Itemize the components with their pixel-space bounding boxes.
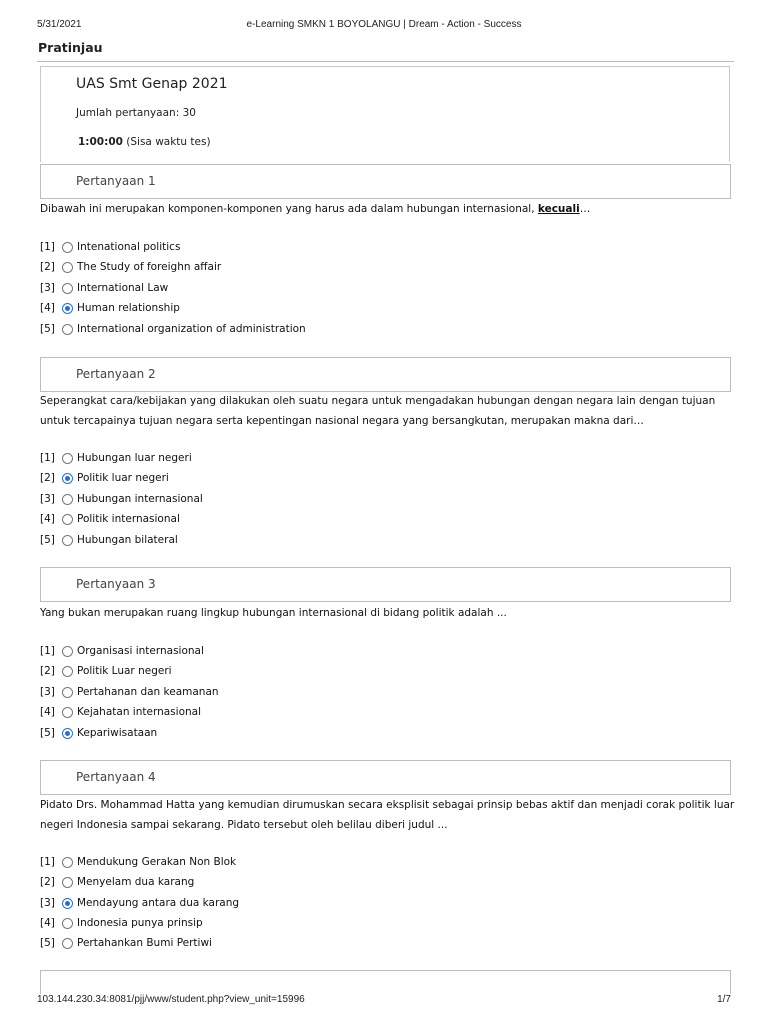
option-number: [1] — [40, 856, 55, 868]
option-number: [4] — [40, 302, 55, 314]
option-label: Pertahanan dan keamanan — [77, 686, 219, 698]
option-label: Indonesia punya prinsip — [77, 917, 203, 929]
question-1-emphasis: kecuali — [537, 203, 580, 215]
question-4-option-1[interactable] — [40, 852, 236, 872]
question-2-option-1[interactable] — [40, 448, 192, 468]
question-3-text: Yang bukan merupakan ruang lingkup hubungan internasional di bidang politik adalah ... — [40, 607, 507, 619]
option-number: [3] — [40, 493, 55, 505]
print-date: 5/31/2021 — [37, 19, 82, 30]
option-label: International organization of administration — [77, 323, 306, 335]
option-number: [4] — [40, 706, 55, 718]
option-number: [5] — [40, 534, 55, 546]
option-label: Kepariwisataan — [77, 727, 158, 739]
option-label: Organisasi internasional — [77, 645, 204, 657]
radio-button-selected[interactable] — [62, 473, 73, 484]
question-2-title: Pertanyaan 2 — [76, 367, 156, 381]
option-label: International Law — [77, 282, 169, 294]
option-number: [4] — [40, 513, 55, 525]
option-number: [1] — [40, 241, 55, 253]
option-label: The Study of foreighn affair — [77, 261, 222, 273]
radio-button[interactable] — [62, 535, 73, 546]
question-4-header — [40, 760, 731, 795]
radio-button[interactable] — [62, 242, 73, 253]
question-count: Jumlah pertanyaan: 30 — [76, 107, 196, 119]
test-info-panel — [40, 66, 730, 162]
radio-button[interactable] — [62, 262, 73, 273]
print-footer — [0, 994, 768, 1008]
question-4-option-4[interactable] — [40, 913, 203, 933]
option-label: Hubungan luar negeri — [77, 452, 192, 464]
option-label: Hubungan internasional — [77, 493, 203, 505]
question-4-option-3[interactable] — [40, 893, 239, 913]
radio-button[interactable] — [62, 877, 73, 888]
radio-button[interactable] — [62, 283, 73, 294]
heading-divider — [37, 61, 734, 62]
question-3-option-2[interactable] — [40, 661, 172, 681]
option-number: [4] — [40, 917, 55, 929]
radio-button[interactable] — [62, 918, 73, 929]
question-1-body: Dibawah ini merupakan komponen-komponen yang harus ada dalam hubungan internasional, — [40, 203, 538, 215]
option-number: [5] — [40, 727, 55, 739]
radio-button-selected[interactable] — [62, 303, 73, 314]
question-1-option-5[interactable] — [40, 319, 306, 339]
page-heading: Pratinjau — [38, 40, 103, 55]
option-number: [5] — [40, 323, 55, 335]
radio-button-selected[interactable] — [62, 898, 73, 909]
option-label: Intenational politics — [77, 241, 181, 253]
option-number: [1] — [40, 645, 55, 657]
option-label: Mendukung Gerakan Non Blok — [77, 856, 237, 868]
question-1-suffix: … — [579, 203, 591, 215]
radio-button[interactable] — [62, 707, 73, 718]
question-1-header — [40, 164, 731, 199]
question-2-option-2[interactable] — [40, 468, 169, 488]
question-4-option-5[interactable] — [40, 933, 212, 953]
radio-button[interactable] — [62, 324, 73, 335]
question-3-option-4[interactable] — [40, 702, 201, 722]
radio-button[interactable] — [62, 857, 73, 868]
question-1-option-2[interactable] — [40, 257, 221, 277]
remaining-time-value: 1:00:00 — [78, 136, 123, 148]
question-2-option-5[interactable] — [40, 530, 178, 550]
question-3-option-3[interactable] — [40, 682, 219, 702]
question-3-option-5[interactable] — [40, 723, 157, 743]
print-site-title: e-Learning SMKN 1 BOYOLANGU | Dream - Action - Success — [246, 19, 522, 30]
option-label: Politik internasional — [77, 513, 180, 525]
option-label: Politik Luar negeri — [77, 665, 172, 677]
option-number: [1] — [40, 452, 55, 464]
radio-button[interactable] — [62, 646, 73, 657]
radio-button[interactable] — [62, 514, 73, 525]
print-url: 103.144.230.34:8081/pjj/www/student.php?view_unit=15996 — [37, 994, 305, 1005]
print-header — [0, 19, 768, 33]
question-3-header — [40, 567, 731, 602]
question-1-option-3[interactable] — [40, 278, 168, 298]
test-title: UAS Smt Genap 2021 — [76, 76, 228, 92]
option-number: [3] — [40, 686, 55, 698]
option-number: [2] — [40, 472, 55, 484]
option-label: Hubungan bilateral — [77, 534, 178, 546]
radio-button-selected[interactable] — [62, 728, 73, 739]
radio-button[interactable] — [62, 453, 73, 464]
question-4-title: Pertanyaan 4 — [76, 770, 156, 784]
question-2-header — [40, 357, 731, 392]
radio-button[interactable] — [62, 687, 73, 698]
option-label: Mendayung antara dua karang — [77, 897, 240, 909]
print-page-number: 1/7 — [717, 994, 731, 1005]
option-label: Kejahatan internasional — [77, 706, 201, 718]
question-1-text — [40, 199, 735, 219]
option-number: [5] — [40, 937, 55, 949]
option-label: Menyelam dua karang — [77, 876, 195, 888]
question-1-option-4[interactable] — [40, 298, 180, 318]
question-3-title: Pertanyaan 3 — [76, 577, 156, 591]
question-2-text: Seperangkat cara/kebijakan yang dilakukan oleh suatu negara untuk mengadakan hubungan dengan negara lain dengan tujuan untuk tercapainya tujuan negara serta kepentingan nasional negara yang bersangkutan, merupakan makna dari… — [40, 395, 716, 427]
radio-button[interactable] — [62, 494, 73, 505]
remaining-time — [78, 136, 211, 148]
next-question-box — [40, 970, 731, 994]
question-3-option-1[interactable] — [40, 641, 204, 661]
question-2-option-4[interactable] — [40, 509, 180, 529]
option-label: Human relationship — [77, 302, 180, 314]
option-label: Politik luar negeri — [77, 472, 169, 484]
option-number: [2] — [40, 876, 55, 888]
remaining-time-label: (Sisa waktu tes) — [122, 136, 211, 148]
radio-button[interactable] — [62, 938, 73, 949]
radio-button[interactable] — [62, 666, 73, 677]
option-number: [3] — [40, 282, 55, 294]
question-4-text: Pidato Drs. Mohammad Hatta yang kemudian dirumuskan secara eksplisit sebagai prinsip bebas aktif dan menjadi corak politik luar negeri Indonesia sampai sekarang. Pidato tersebut oleh belilau diberi judul ... — [40, 799, 735, 831]
question-4-option-2[interactable] — [40, 872, 194, 892]
option-number: [3] — [40, 897, 55, 909]
option-label: Pertahankan Bumi Pertiwi — [77, 937, 212, 949]
question-2-option-3[interactable] — [40, 489, 203, 509]
question-1-title: Pertanyaan 1 — [76, 174, 156, 188]
option-number: [2] — [40, 261, 55, 273]
option-number: [2] — [40, 665, 55, 677]
question-1-option-1[interactable] — [40, 237, 180, 257]
